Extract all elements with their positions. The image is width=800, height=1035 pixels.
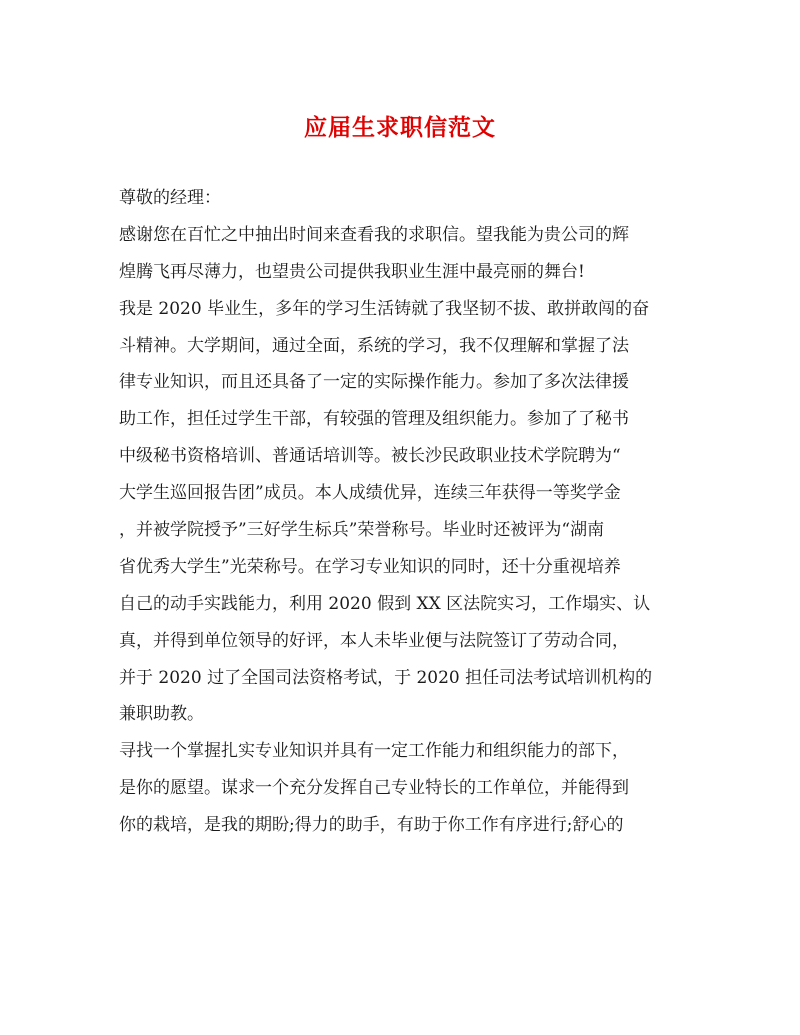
text-line: 兼职助教。	[119, 704, 204, 725]
document-title: 应届生求职信范文	[304, 114, 496, 141]
text-line: 助工作，担任过学生干部，有较强的管理及组织能力。参加了了秘书	[119, 409, 629, 430]
salutation-line: 尊敬的经理：	[119, 188, 221, 208]
text-line: 感谢您在百忙之中抽出时间来查看我的求职信。望我能为贵公司的辉	[119, 224, 629, 245]
letter-body	[119, 180, 689, 844]
text-line: 大学生巡回报告团”成员。本人成绩优异，连续三年获得一等奖学金	[119, 483, 621, 504]
text-line: 并于 2020 过了全国司法资格考试，于 2020 担任司法考试培训机构的	[119, 667, 653, 688]
text-line: 煌腾飞再尽薄力，也望贵公司提供我职业生涯中最亮丽的舞台!	[119, 261, 585, 282]
text-line: 你的栽培，是我的期盼;得力的助手，有助于你工作有序进行;舒心的	[119, 815, 624, 836]
text-line: 斗精神。大学期间，通过全面，系统的学习，我不仅理解和掌握了法	[119, 335, 629, 356]
text-line: 省优秀大学生”光荣称号。在学习专业知识的同时，还十分重视培养	[119, 556, 621, 577]
text-line: ，并被学院授予”三好学生标兵”荣誉称号。毕业时还被评为“湖南	[119, 520, 605, 541]
text-line: 我是 2020 毕业生，多年的学习生活铸就了我坚韧不拔、敢拼敢闯的奋	[119, 298, 650, 319]
text-line: 真，并得到单位领导的好评，本人未毕业便与法院签订了劳动合同，	[119, 630, 629, 651]
text-line: 寻找一个掌握扎实专业知识并具有一定工作能力和组织能力的部下，	[119, 741, 629, 762]
text-line: 律专业知识，而且还具备了一定的实际操作能力。参加了多次法律援	[119, 372, 629, 393]
text-line: 是你的愿望。谋求一个充分发挥自己专业特长的工作单位，并能得到	[119, 778, 629, 799]
text-line: 自己的动手实践能力，利用 2020 假到 XX 区法院实习，工作塌实、认	[119, 593, 651, 614]
text-line: 中级秘书资格培训、普通话培训等。被长沙民政职业技术学院聘为“	[119, 446, 621, 467]
